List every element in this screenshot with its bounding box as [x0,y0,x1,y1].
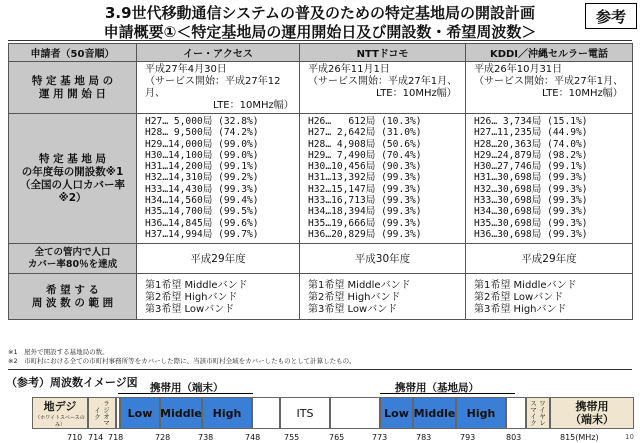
header-ntt-docomo: NTTドコモ [300,44,466,62]
high-band-terminal: High [202,397,252,429]
bands-cell-c1 [137,274,300,320]
start-date: 平成26年11月1日 [308,64,390,75]
count-entry: H28…20,363局 (74.0%) [474,138,588,150]
radio-mic-segment: ラジオマイク [88,397,116,429]
count-entry: H30…14,100局 (99.0%) [145,149,259,161]
counts-cell-c1 [137,114,300,244]
guard-gap-3 [330,397,380,429]
band-preference: 第2希望 Highバンド [145,292,238,303]
row-label-counts: 特 定 基 地 局 の年度毎の開設数※1 （全国の人口カバー率※2） [9,114,137,244]
count-entry: H28… 9,500局 (74.2%) [145,127,259,139]
count-entry: H37…14,994局 (99.7%) [145,228,259,240]
frequency-tick: 738 [198,433,214,442]
chidiji-segment [32,397,88,429]
lte-width: LTE：10MHz幅） [376,88,457,99]
guard-gap-4 [506,397,526,429]
service-start: （サービス開始：平成27年12月、 [145,76,281,99]
start-cell-c2 [300,62,466,114]
header-eaccess: イー・アクセス [137,44,300,62]
reference-badge: 参考 [585,3,637,29]
page-title: 3.9世代移動通信システムの普及のための特定基地局の開設計画 [104,4,536,22]
start-date-row [9,62,633,114]
low-band-terminal: Low [120,397,160,429]
count-entry: H30…10,456局 (90.3%) [308,161,422,173]
frequency-tick: 803 [506,433,522,442]
service-start: （サービス開始：平成27年1月、 [308,76,458,87]
title-divider [8,40,632,41]
base-band-label: 携帯用（基地局） [395,382,479,394]
count-entry: H27… 2,642局 (31.0%) [308,127,422,139]
frequency-tick: 783 [416,433,432,442]
service-start: （サービス開始：平成27年1月、 [474,76,624,87]
frequency-tick: 748 [245,433,261,442]
count-entry: H36…20,829局 (99.3%) [308,228,422,240]
page-subtitle: 申請概要①＜特定基地局の運用開始日及び開設数・希望周波数＞ [103,23,537,41]
its-segment: ITS [280,397,330,429]
count-entry: H26… 612局 (10.3%) [308,116,422,127]
page-number: 10 [625,433,634,441]
count-entry: H35…30,698局 (99.3%) [474,217,588,229]
band-preference: 第1希望 Middleバンド [474,280,577,291]
frequency-tick: 815(MHz) [560,433,599,442]
frequency-tick: 773 [372,433,388,442]
band-preference: 第3希望 Lowバンド [308,304,398,315]
terminal-right-segment: 携帯用 （端末） [550,397,634,429]
counts-cell-c3 [466,114,633,244]
count-entry: H32…14,310局 (99.2%) [145,172,259,184]
count-entry: H29…14,000局 (99.0%) [145,138,259,150]
band-preference: 第2希望 Lowバンド [474,292,564,303]
frequency-tick: 718 [108,433,124,442]
start-date: 平成26年10月31日 [474,64,563,75]
band-preference: 第3希望 Highバンド [474,304,567,315]
middle-band-terminal: Middle [160,397,202,429]
bands-cell-c2 [300,274,466,320]
table-header-row [9,44,633,62]
wireless-mic-segment: ワイヤレスマイク [526,397,550,429]
count-entry: H32…30,698局 (99.3%) [474,183,588,195]
row-label-coverage: 全ての管内で人口 カバー率80％を達成 [9,244,137,274]
band-preference: 第3希望 Lowバンド [145,304,235,315]
middle-band-base: Middle [413,397,456,429]
start-date: 平成27年4月30日 [145,64,227,75]
count-entry: H27…11,235局 (44.9%) [474,127,588,139]
start-cell-c3 [466,62,633,114]
count-entry: H28… 4,908局 (50.6%) [308,138,422,150]
lte-width: LTE：10MHz幅） [213,100,294,111]
coverage-row [9,244,633,274]
chidiji-sub: （ホワイトスペースのみ） [35,415,85,428]
plan-table [8,43,633,320]
frequency-tick: 728 [155,433,171,442]
count-entry: H32…15,147局 (99.3%) [308,183,422,195]
count-entry: H33…30,698局 (99.3%) [474,195,588,207]
low-band-base: Low [380,397,413,429]
footnote-2: ※2 市町村における全ての市町村事務所等をカバーした際に、当該市町村全域をカバーしたものとして計算したもの。 [8,357,356,365]
footnote-1: ※1 屋外で開設する基地局の数。 [8,348,109,356]
count-entry: H35…19,666局 (99.3%) [308,217,422,229]
base-range-line [380,393,515,394]
count-entry: H31…30,698局 (99.3%) [474,172,588,184]
row-label-bands: 希 望 す る 周 波 数 の 範 囲 [9,274,137,320]
count-entry: H33…14,430局 (99.3%) [145,183,259,195]
band-preference: 第1希望 Middleバンド [308,280,411,291]
frequency-tick: 755 [284,433,300,442]
count-entry: H30…27,746局 (99.1%) [474,161,588,173]
start-cell-c1 [137,62,300,114]
bands-cell-c3 [466,274,633,320]
bands-row [9,274,633,320]
count-entry: H31…14,200局 (99.1%) [145,161,259,173]
frequency-tick: 710 [67,433,83,442]
counts-cell-c2 [300,114,466,244]
coverage-c1: 平成29年度 [137,244,300,274]
frequency-tick: 765 [329,433,345,442]
header-kddi: KDDI／沖縄セルラー電話 [466,44,633,62]
band-preference: 第2希望 Highバンド [308,292,401,303]
count-entry: H27… 5,000局 (32.8%) [145,116,259,127]
terminal-band-label: 携帯用（端末） [150,382,224,394]
counts-row [9,114,633,244]
row-label-start: 特 定 基 地 局 の 運 用 開 始 日 [9,62,137,114]
count-entry: H29…24,879局 (98.2%) [474,149,588,161]
guard-gap-2 [252,397,280,429]
frequency-tick: 714 [88,433,104,442]
lte-width: LTE：10MHz幅） [542,88,623,99]
freq-section-title: （参考）周波数イメージ図 [6,376,138,389]
section-divider [8,369,632,370]
count-entry: H29… 7,490局 (70.4%) [308,149,422,161]
count-entry: H35…14,700局 (99.5%) [145,206,259,218]
count-entry: H34…30,698局 (99.3%) [474,206,588,218]
count-entry: H34…18,394局 (99.3%) [308,206,422,218]
coverage-c3: 平成29年度 [466,244,633,274]
count-entry: H36…14,845局 (99.6%) [145,217,259,229]
high-band-base: High [456,397,506,429]
count-entry: H36…30,698局 (99.3%) [474,228,588,240]
header-applicant: 申請者（50音順） [9,44,137,62]
frequency-tick: 793 [460,433,476,442]
count-entry: H33…16,713局 (99.3%) [308,195,422,207]
band-preference: 第1希望 Middleバンド [145,280,248,291]
count-entry: H26… 3,734局 (15.1%) [474,116,588,127]
count-entry: H34…14,560局 (99.4%) [145,195,259,207]
terminal-range-line [118,393,253,394]
coverage-c2: 平成30年度 [300,244,466,274]
count-entry: H31…13,392局 (99.3%) [308,172,422,184]
chidiji-label: 地デジ [43,400,77,413]
